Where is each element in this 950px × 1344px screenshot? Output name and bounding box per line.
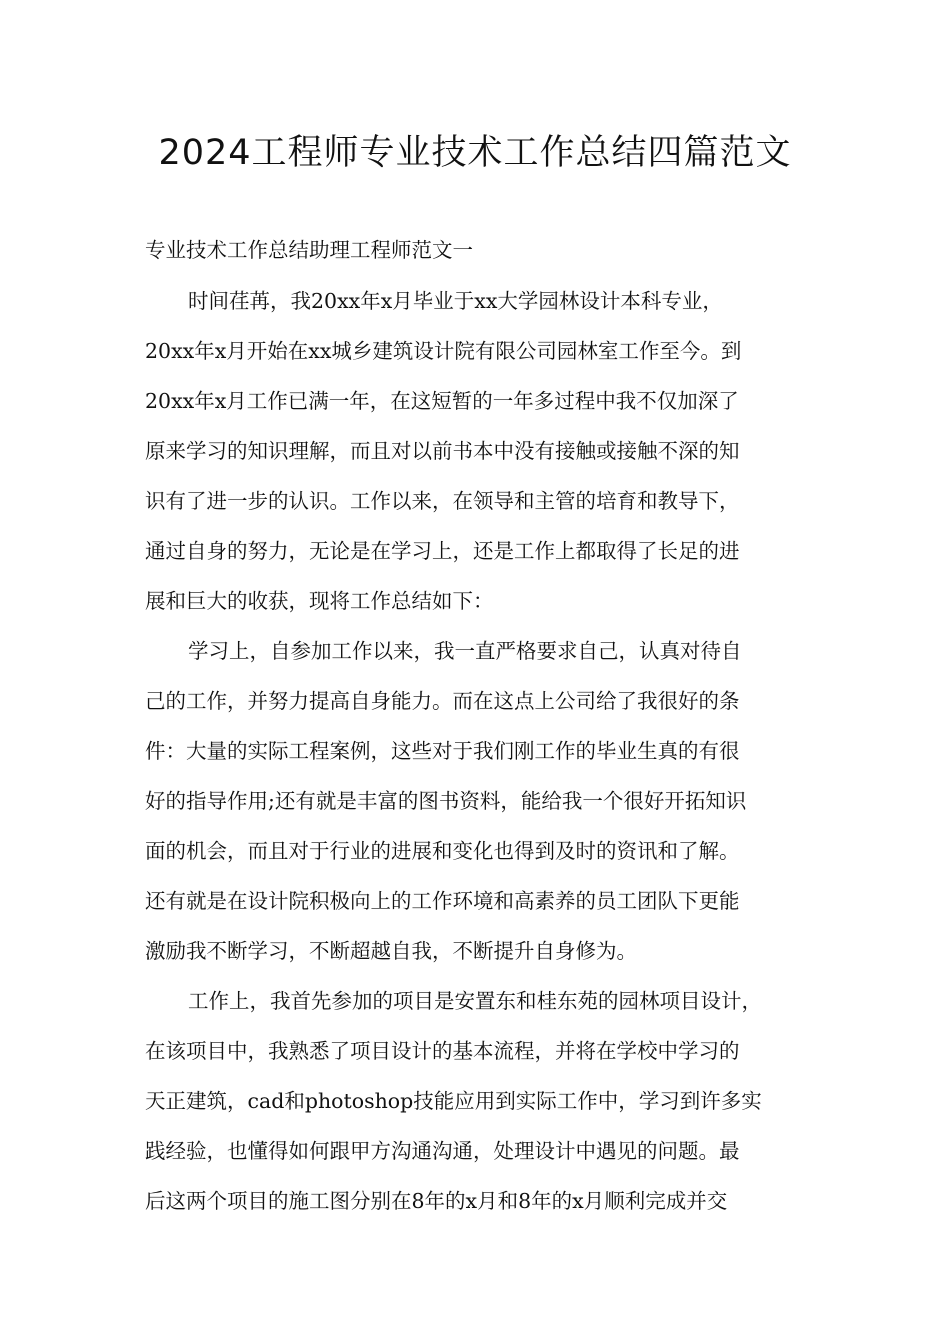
paragraph-1: [145, 276, 830, 626]
paragraph-3: [145, 976, 830, 1226]
paragraph-2-line-6: 还有就是在设计院积极向上的工作环境和高素养的员工团队下更能: [145, 889, 740, 913]
paragraph-2-line-2: 己的工作，并努力提高自身能力。而在这点上公司给了我很好的条: [145, 689, 740, 713]
paragraph-2-line-7: 激励我不断学习，不断超越自我，不断提升自身修为。: [145, 939, 637, 963]
paragraph-3-line-3: 天正建筑，cad和photoshop技能应用到实际工作中，学习到许多实: [145, 1089, 762, 1113]
paragraph-2-line-5: 面的机会，而且对于行业的进展和变化也得到及时的资讯和了解。: [145, 839, 740, 863]
paragraph-1-line-2: 20xx年x月开始在xx城乡建筑设计院有限公司园林室工作至今。到: [145, 339, 742, 363]
document-title: 2024工程师专业技术工作总结四篇范文: [158, 133, 792, 173]
paragraph-2-line-4: 好的指导作用;还有就是丰富的图书资料，能给我一个很好开拓知识: [145, 789, 747, 813]
paragraph-3-line-2: 在该项目中，我熟悉了项目设计的基本流程，并将在学校中学习的: [145, 1039, 740, 1063]
paragraph-2: [145, 626, 830, 976]
paragraph-3-line-5: 后这两个项目的施工图分别在8年的x月和8年的x月顺利完成并交: [145, 1189, 728, 1213]
paragraph-3-line-4: 践经验，也懂得如何跟甲方沟通沟通，处理设计中遇见的问题。最: [145, 1139, 740, 1163]
paragraph-1-line-3: 20xx年x月工作已满一年，在这短暂的一年多过程中我不仅加深了: [145, 389, 739, 413]
paragraph-1-line-5: 识有了进一步的认识。工作以来，在领导和主管的培育和教导下，: [145, 489, 740, 513]
paragraph-1-line-1: 时间荏苒，我20xx年x月毕业于xx大学园林设计本科专业，: [188, 289, 723, 313]
paragraph-3-line-1: 工作上，我首先参加的项目是安置东和桂东苑的园林项目设计，: [188, 989, 762, 1013]
section-subheading: 专业技术工作总结助理工程师范文一: [145, 238, 473, 262]
paragraph-1-line-7: 展和巨大的收获，现将工作总结如下：: [145, 589, 494, 613]
paragraph-2-line-1: 学习上，自参加工作以来，我一直严格要求自己，认真对待自: [188, 639, 742, 663]
paragraph-1-line-4: 原来学习的知识理解，而且对以前书本中没有接触或接触不深的知: [145, 439, 740, 463]
paragraph-2-line-3: 件：大量的实际工程案例，这些对于我们刚工作的毕业生真的有很: [145, 739, 740, 763]
paragraph-1-line-6: 通过自身的努力，无论是在学习上，还是工作上都取得了长足的进: [145, 539, 740, 563]
